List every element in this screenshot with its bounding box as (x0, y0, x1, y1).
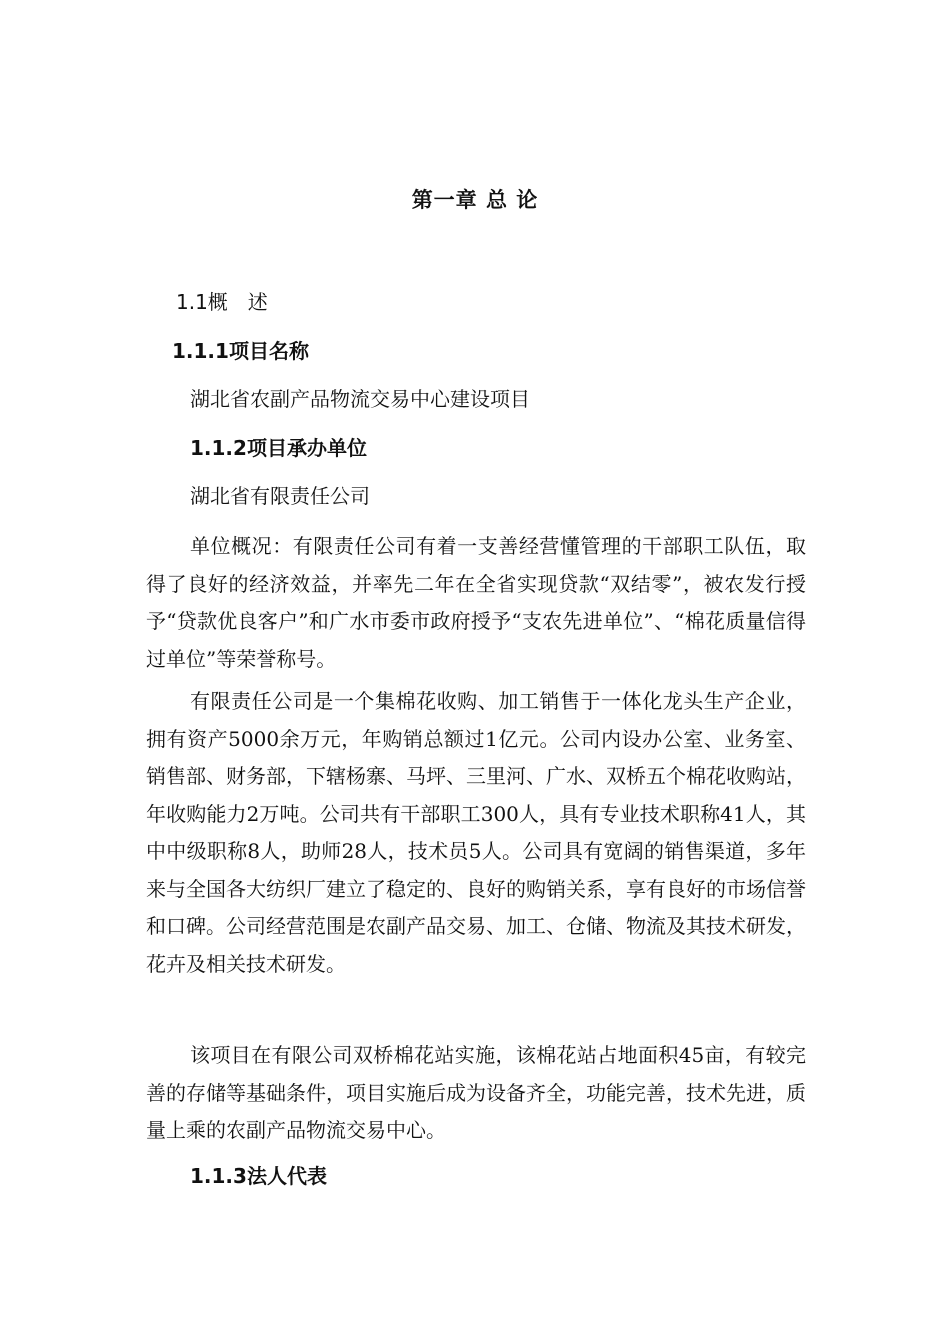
legal-representative-heading: 1.1.3法人代表 (190, 1164, 327, 1188)
project-unit-heading: 1.1.2项目承办单位 (190, 436, 367, 460)
chapter-title: 第一章 总 论 (411, 188, 539, 212)
project-name-heading: 1.1.1项目名称 (172, 339, 309, 363)
section-heading: 1.1概 述 (176, 290, 268, 314)
project-name-text: 湖北省农副产品物流交易中心建设项目 (190, 387, 530, 411)
company-paragraph: 有限责任公司是一个集棉花收购、加工销售于一体化龙头生产企业，拥有资产5000余万元，年购销总额过1亿元。公司内设办公室、业务室、销售部、财务部，下辖杨寨、马坪、三里河、广水、双桥五个棉花收购站，年收购能力2万吨。公司共有干部职工300人，具有专业技术职称41人，其中中级职称8人，助师28人，技术员5人。公司具有宽阔的销售渠道，多年来与全国各大纺织厂建立了稳定的、良好的购销关系，享有良好的市场信誉和口碑。公司经营范围是农副产品交易、加工、仓储、物流及其技术研发，花卉及相关技术研发。 (146, 689, 806, 976)
project-paragraph: 该项目在有限公司双桥棉花站实施，该棉花站占地面积45亩，有较完善的存储等基础条件，项目实施后成为设备齐全，功能完善，技术先进，质量上乘的农副产品物流交易中心。 (146, 1043, 806, 1142)
overview-paragraph: 单位概况：有限责任公司有着一支善经营懂管理的干部职工队伍，取得了良好的经济效益，并率先二年在全省实现贷款“双结零”，被农发行授予“贷款优良客户”和广水市委市政府授予“支农先进单位”、“棉花质量信得过单位”等荣誉称号。 (146, 534, 806, 671)
project-unit-text: 湖北省有限责任公司 (190, 484, 370, 508)
